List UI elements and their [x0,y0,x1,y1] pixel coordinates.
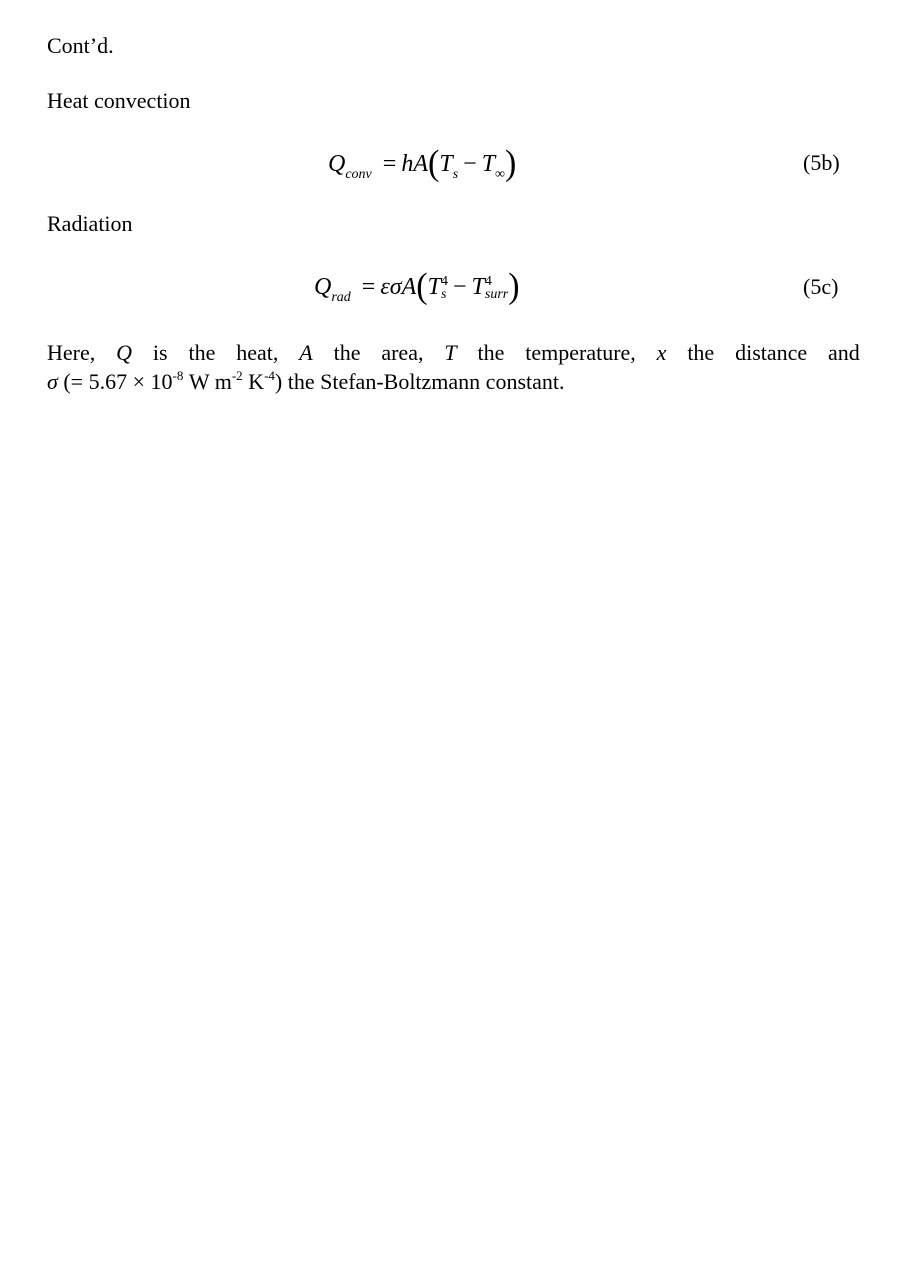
eq-conv-coeff: hA [401,151,428,177]
equation-radiation [314,268,520,306]
eq-rad-t1: T [427,274,441,300]
eq-rad-coeff: εσA [380,274,417,300]
symbol-sigma: σ [47,369,58,394]
word-t: T [444,340,457,365]
eq-rad-open-paren: ( [416,267,428,306]
eq-conv-t1-sub: s [452,167,459,182]
constant-part-3: K [242,369,265,394]
word-area: area, [381,340,424,365]
word-the-1: the [188,340,216,365]
eq-rad-t2-sup: 4 [484,274,492,290]
exponent-2: -2 [231,368,243,383]
eq-conv-t2: T [481,151,496,177]
eq-conv-lhs-var: Q [328,151,346,177]
eq-conv-minus: − [463,151,477,177]
equation-number-5c: (5c) [803,274,839,299]
eq-rad-t2: T [471,274,485,300]
equation-number-5b: (5b) [803,150,840,175]
paragraph-line-1 [47,338,860,367]
equation-convection [328,145,516,183]
word-the-2: the [333,340,361,365]
word-temperature: temperature, [525,340,636,365]
exponent-1: -8 [172,368,184,383]
eq-rad-t1-sup: 4 [440,274,448,290]
eq-conv-open-paren: ( [428,144,440,183]
paragraph-line-2 [47,367,860,399]
eq-conv-close-paren: ) [505,144,517,183]
heading-radiation: Radiation [47,211,133,236]
eq-rad-minus: − [452,274,467,300]
constant-part-1: (= 5.67 × 10 [57,369,173,394]
word-a: A [299,340,313,365]
eq-rad-t1-sub: s [440,287,447,303]
eq-conv-lhs-sub: conv [345,167,372,182]
eq-rad-lhs-var: Q [314,274,332,300]
word-x: x [656,340,667,365]
explanation-paragraph [47,338,860,399]
eq-rad-equals: = [361,274,376,300]
word-heat: heat, [236,340,279,365]
word-the-3: the [477,340,505,365]
heading-heat-convection: Heat convection [47,88,191,113]
eq-rad-t1-supsub [441,275,448,301]
word-the-4: the [687,340,715,365]
eq-rad-lhs-sub: rad [331,290,351,305]
eq-rad-t2-supsub [485,275,508,301]
word-and: and [828,340,860,365]
word-here: Here, [47,340,96,365]
constant-part-2: W m [183,369,232,394]
eq-conv-t1: T [439,151,453,177]
word-is: is [152,340,168,365]
word-distance: distance [735,340,808,365]
eq-conv-t2-sub: ∞ [495,167,506,182]
constant-part-4: ) the Stefan-Boltzmann constant. [274,369,565,394]
heading-contd: Cont’d. [47,33,114,58]
eq-rad-t2-sub: surr [484,287,509,303]
exponent-3: -4 [264,368,275,383]
eq-rad-close-paren: ) [508,267,520,306]
eq-conv-equals: = [382,151,397,177]
word-q: Q [116,340,133,365]
